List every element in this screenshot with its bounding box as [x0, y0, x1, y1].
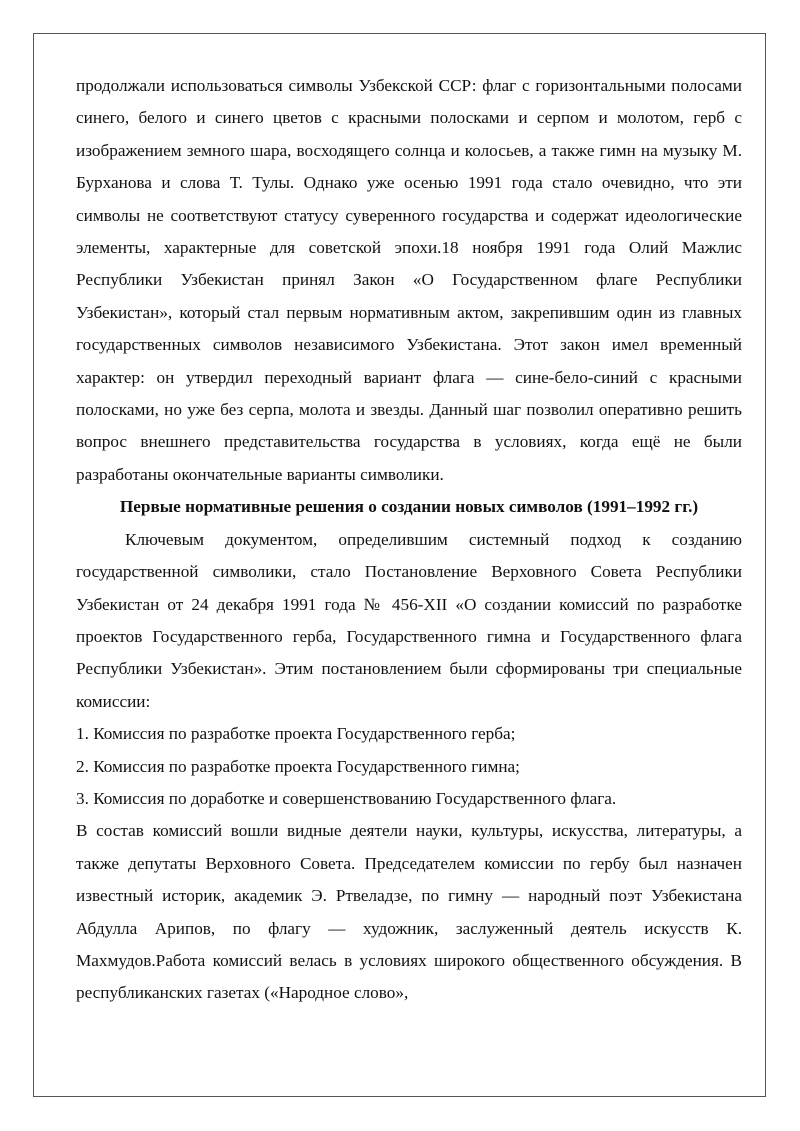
list-item-commission-anthem: 2. Комиссия по разработке проекта Государственного гимна;: [76, 756, 520, 776]
paragraph-intro: продолжали использоваться символы Узбекской ССР: флаг с горизонтальными полосами синего, белого и синего цветов с красными полосками и серпом и молотом, герб с изображением земного шара, восходящего солнца и колосьев, а также гимн на музыку М. Бурханова и слова Т. Тулы. Однако уже осенью 1991 года стало очевидно, что эти символы не соответствуют статусу суверенного государства и содержат идеологические элементы, характерные для советской эпохи.18 ноября 1991 года Олий Мажлис Республики Узбекистан принял Закон «О Государственном флаге Республики Узбекистан», который стал первым нормативным актом, закрепившим один из главных государственных символов независимого Узбекистана. Этот закон имел временный характер: он утвердил переходный вариант флага — сине-бело-синий с красными полосками, но уже без серпа, молота и звезды. Данный шаг позволил оперативно решить вопрос внешнего представительства государства в условиях, когда ещё не были разработаны окончательные варианты символики.: [76, 76, 742, 484]
paragraph-resolution: Ключевым документом, определившим системный подход к созданию государственной символики, стало Постановление Верховного Совета Республики Узбекистан от 24 декабря 1991 года № 456-XII «О создании комиссий по разработке проектов Государственного герба, Государственного гимна и Государственного флага Республики Узбекистан». Этим постановлением были сформированы три специальные комиссии:: [76, 529, 742, 711]
paragraph-commission-members: В состав комиссий вошли видные деятели науки, культуры, искусства, литературы, а также депутаты Верховного Совета. Председателем комиссии по гербу был назначен известный историк, академик Э. Ртвеладзе, по гимну — народный поэт Узбекистана Абдулла Арипов, по флагу — художник, заслуженный деятель искусств К. Махмудов.Работа комиссий велась в условиях широкого общественного обсуждения. В республиканских газетах («Народное слово»,: [76, 821, 742, 1003]
section-heading: Первые нормативные решения о создании новых символов (1991–1992 гг.): [119, 497, 699, 517]
document-body: [76, 70, 742, 1010]
list-item-commission-flag: 3. Комиссия по доработке и совершенствованию Государственного флага.: [76, 788, 617, 808]
list-item-commission-emblem: 1. Комиссия по разработке проекта Государственного герба;: [76, 724, 516, 744]
